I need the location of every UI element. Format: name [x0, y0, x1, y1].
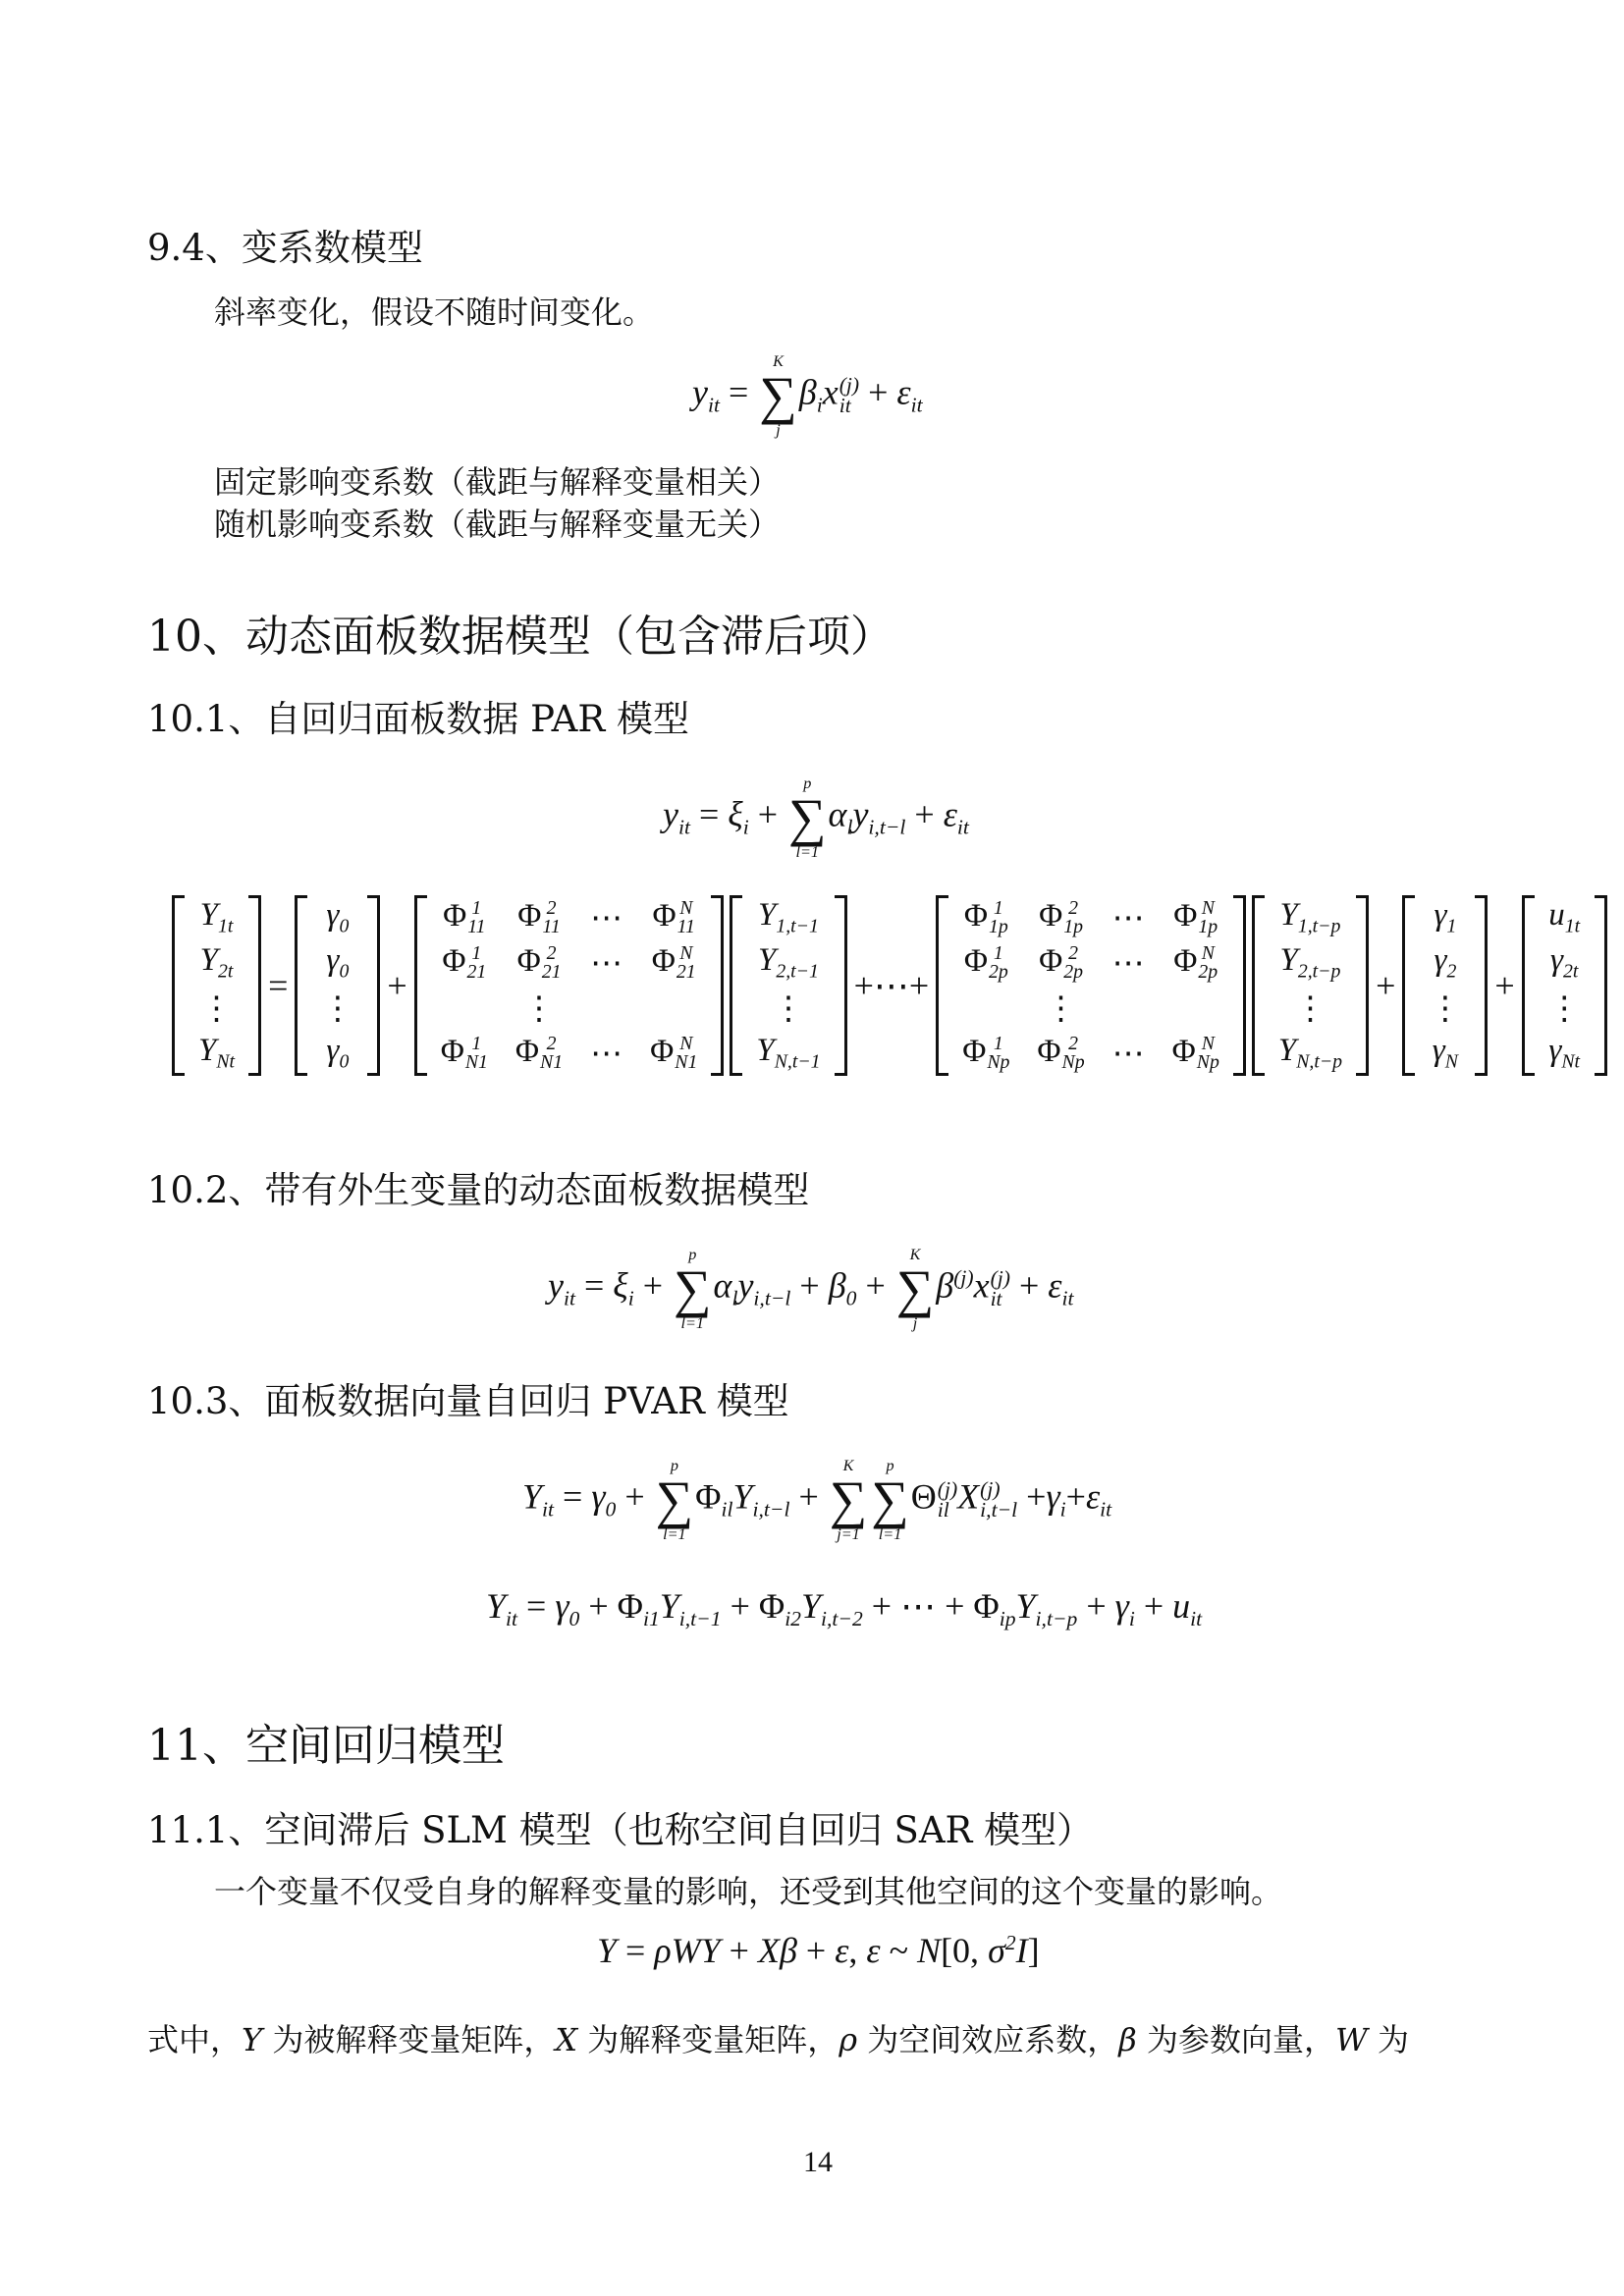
- matrix-cell: Φ 1 11: [443, 896, 486, 938]
- matrix-cell: $u_{1t}$: [1548, 897, 1581, 937]
- section-9-4-title: 9.4、变系数模型: [147, 227, 423, 269]
- matrix-cell: [1099, 986, 1159, 1031]
- item-fixed-effect: 固定影响变系数（截距与解释变量相关）: [214, 463, 781, 501]
- matrix: [1252, 895, 1369, 1076]
- matrix: [730, 895, 846, 1076]
- formula-slm: Y = ρWY + Xβ + ε, ε ~ N[0, $\sigma^2I$]: [597, 1931, 1040, 1970]
- matrix-cell: $\gamma_0$: [326, 897, 350, 937]
- matrix-cell: ⋯: [1111, 946, 1145, 982]
- matrix-cell: ⋮: [1429, 991, 1462, 1027]
- matrix: [1522, 895, 1607, 1076]
- section-11-1-text: 一个变量不仅受自身的解释变量的影响，还受到其他空间的这个变量的影响。: [214, 1873, 1283, 1910]
- section-10-3-title: 10.3、面板数据向量自回归 PVAR 模型: [147, 1380, 789, 1422]
- matrix-cell: Φ N 1p: [1173, 896, 1218, 938]
- matrix-cell: Φ 1 N1: [440, 1032, 488, 1074]
- matrix-cell: $\gamma_0$: [326, 942, 350, 983]
- matrix-cell: ⋮: [1547, 991, 1581, 1027]
- matrix-cell: $Y_{1,t-p}$: [1279, 897, 1341, 937]
- item-random-effect: 随机影响变系数（截距与解释变量无关）: [214, 506, 781, 543]
- matrix-cell: ⋮: [772, 991, 805, 1027]
- matrix: [295, 895, 380, 1076]
- page-number: 14: [803, 2146, 833, 2178]
- matrix-cell: ⋮: [200, 991, 234, 1027]
- matrix-cell: ⋮: [1293, 991, 1326, 1027]
- matrix: [414, 895, 725, 1076]
- matrix-cell: $\gamma_N$: [1432, 1033, 1458, 1073]
- matrix-cell: Φ 2 11: [517, 896, 561, 938]
- matrix-cell: Φ N 2p: [1173, 941, 1218, 984]
- matrix-cell: $Y_{N,t-p}$: [1277, 1033, 1343, 1073]
- matrix: [172, 895, 261, 1076]
- formula-exogenous: $y_{it} = \xi_i$ + p ∑ l=1 $\alpha_ly_{i,t-l} + \beta_0$ + K ∑ j $\beta^{(j)}x$ (j) it + $\varepsilon_{it}$: [548, 1246, 1074, 1333]
- matrix-cell: [1159, 986, 1233, 1031]
- matrix-cell: Φ 2 21: [516, 941, 562, 984]
- matrix-cell: ⋯: [1111, 901, 1145, 936]
- section-11-1-desc: 式中，Y 为被解释变量矩阵，X 为解释变量矩阵，ρ 为空间效应系数，β 为参数向量，W 为: [147, 2021, 1410, 2058]
- matrix-cell: $Y_{2,t-1}$: [757, 942, 819, 983]
- matrix-cell: ⋮: [321, 991, 354, 1027]
- matrix-cell: ⋮: [1045, 991, 1078, 1027]
- matrix-cell: $\gamma_{2t}$: [1550, 942, 1579, 983]
- matrix-cell: $Y_{1t}$: [199, 897, 234, 937]
- matrix-cell: Φ 2 N1: [514, 1032, 564, 1074]
- matrix-cell: [948, 986, 1023, 1031]
- matrix-cell: [576, 986, 636, 1031]
- operator: +: [1494, 966, 1515, 1005]
- matrix-cell: $Y_{N,t-1}$: [756, 1033, 821, 1073]
- section-11-title: 11、空间回归模型: [147, 1721, 505, 1771]
- matrix-cell: [427, 986, 502, 1031]
- matrix-cell: ⋯: [590, 946, 623, 982]
- matrix-cell: [636, 986, 711, 1031]
- formula-pvar-2: $Y_{it} = \gamma_0 + \Phi_{i1}Y_{i,t-1} + \Phi_{i2}Y_{i,t-2}$ + ⋯ + $\Phi_{ip}Y_{i,t-p} + \gamma_i + u_{it}$: [486, 1586, 1203, 1631]
- matrix-cell: Φ 1 1p: [963, 896, 1008, 938]
- matrix-cell: Φ N 21: [651, 941, 696, 984]
- matrix-cell: ⋯: [590, 1037, 623, 1072]
- matrix-equation: [169, 895, 1610, 1076]
- matrix-cell: $Y_{2,t-p}$: [1279, 942, 1341, 983]
- section-9-4-text: 斜率变化，假设不随时间变化。: [214, 294, 655, 331]
- operator: +⋯+: [853, 966, 930, 1005]
- matrix-cell: $\gamma_1$: [1434, 897, 1457, 937]
- operator: +: [387, 966, 407, 1005]
- matrix: [936, 895, 1246, 1076]
- section-10-2-title: 10.2、带有外生变量的动态面板数据模型: [147, 1169, 810, 1211]
- matrix-cell: Φ N Np: [1171, 1032, 1219, 1074]
- formula-pvar-1: $Y_{it} = \gamma_0$ + p ∑ l=1 $\Phi_{il}Y_{i,t-l}$ + K ∑ j=1 p ∑ l=1 Θ (j) il X (j) i,t−l $+\gamma_i+\varepsilon_{it}$: [522, 1457, 1112, 1544]
- matrix-cell: $Y_{1,t-1}$: [757, 897, 819, 937]
- matrix-cell: Φ 1 21: [442, 941, 487, 984]
- matrix-cell: Φ N 11: [652, 896, 695, 938]
- operator: +: [1376, 966, 1396, 1005]
- matrix-cell: Φ 2 Np: [1037, 1032, 1085, 1074]
- section-10-1-title: 10.1、自回归面板数据 PAR 模型: [147, 698, 689, 740]
- matrix-cell: $\gamma_{Nt}$: [1548, 1033, 1581, 1073]
- matrix-cell: Φ N N1: [650, 1032, 698, 1074]
- section-10-title: 10、动态面板数据模型（包含滞后项）: [147, 612, 893, 662]
- matrix-cell: $Y_{Nt}$: [198, 1033, 236, 1073]
- matrix-cell: $\gamma_2$: [1434, 942, 1457, 983]
- matrix-cell: Φ 1 Np: [962, 1032, 1010, 1074]
- matrix-cell: Φ 1 2p: [963, 941, 1008, 984]
- formula-varying-coef: $y_{it}$ = K ∑ j $\beta_ix$ (j) it + $\varepsilon_{it}$: [692, 352, 923, 440]
- formula-par: $y_{it} = \xi_i$ + p ∑ l=1 $\alpha_ly_{i,t-l} + \varepsilon_{it}$: [663, 774, 969, 862]
- matrix: [1402, 895, 1488, 1076]
- matrix-cell: Φ 2 2p: [1039, 941, 1083, 984]
- section-11-1-title: 11.1、空间滞后 SLM 模型（也称空间自回归 SAR 模型）: [147, 1809, 1094, 1851]
- matrix-cell: ⋮: [522, 991, 556, 1027]
- operator: =: [268, 966, 289, 1005]
- matrix-cell: $\gamma_0$: [326, 1033, 350, 1073]
- matrix-cell: ⋯: [590, 901, 623, 936]
- matrix-cell: $Y_{2t}$: [199, 942, 234, 983]
- matrix-cell: ⋯: [1111, 1037, 1145, 1072]
- matrix-cell: Φ 2 1p: [1039, 896, 1083, 938]
